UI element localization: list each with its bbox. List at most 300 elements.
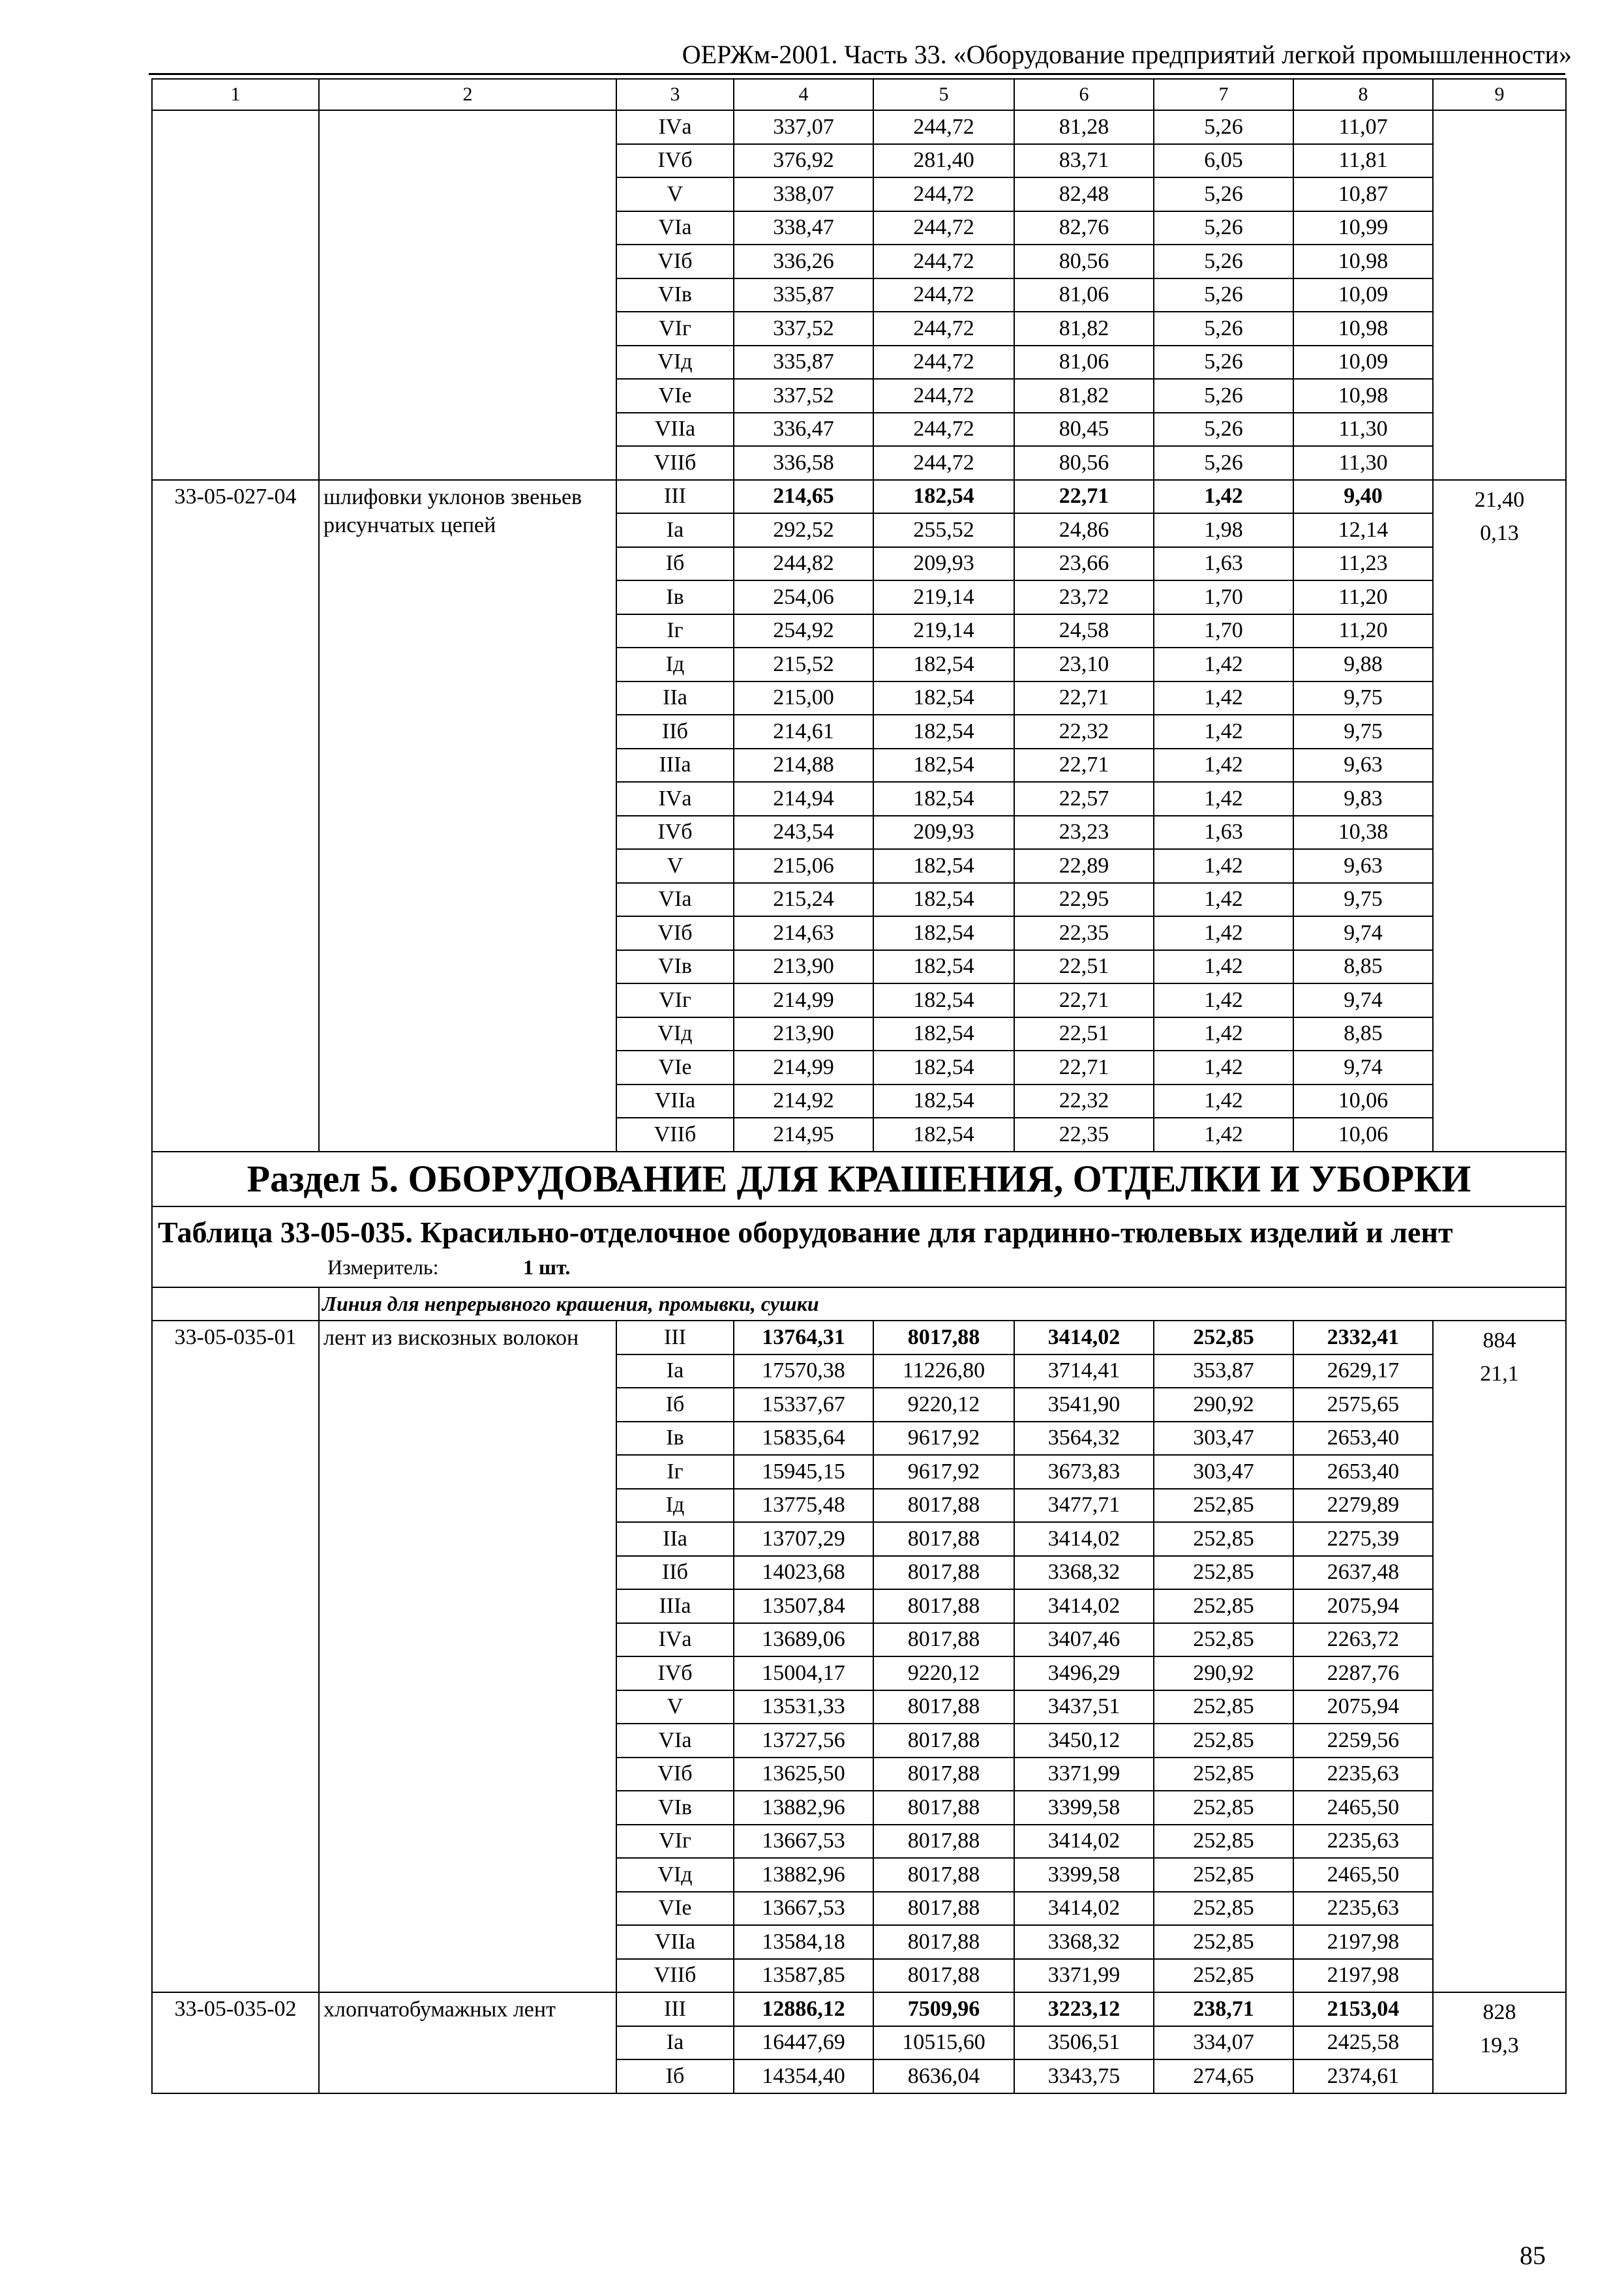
value-cell: 182,54 [873, 849, 1014, 883]
table-row [152, 110, 1566, 144]
region-zone-cell: IIIа [616, 749, 734, 783]
value-cell: 8017,88 [873, 1321, 1014, 1354]
value-cell: 252,85 [1154, 1858, 1293, 1892]
value-cell: 303,47 [1154, 1422, 1293, 1456]
value-cell: 214,95 [734, 1118, 873, 1152]
value-cell: 81,82 [1014, 312, 1154, 346]
table-row [152, 480, 1566, 514]
value-cell: 9,63 [1293, 849, 1433, 883]
value-cell: 80,56 [1014, 446, 1154, 480]
value-cell: 213,90 [734, 950, 873, 984]
table-title: Таблица 33-05-035. Красильно-отделочное оборудование для гардинно-тюлевых изделий и лент [152, 1206, 1566, 1251]
value-cell: 13625,50 [734, 1758, 873, 1791]
value-cell: 13764,31 [734, 1321, 873, 1354]
value-cell: 252,85 [1154, 1489, 1293, 1523]
value-cell: 214,65 [734, 480, 873, 514]
region-zone-cell: Iа [616, 1354, 734, 1388]
value-cell: 13667,53 [734, 1892, 873, 1926]
region-zone-cell: VIе [616, 379, 734, 413]
value-cell: 2374,61 [1293, 2059, 1433, 2093]
value-cell: 254,06 [734, 580, 873, 614]
value-cell: 8017,88 [873, 1892, 1014, 1926]
region-zone-cell: IVб [616, 816, 734, 850]
region-zone-cell: VIIб [616, 446, 734, 480]
column-number-row [152, 79, 1566, 110]
value-cell: 22,89 [1014, 849, 1154, 883]
value-cell: 22,71 [1014, 983, 1154, 1017]
value-cell: 182,54 [873, 1085, 1014, 1118]
table-row [152, 1992, 1566, 2026]
value-cell: 2653,40 [1293, 1422, 1433, 1456]
value-cell: 337,52 [734, 312, 873, 346]
value-cell: 281,40 [873, 144, 1014, 178]
value-cell: 5,26 [1154, 346, 1293, 380]
value-cell: 9617,92 [873, 1455, 1014, 1489]
value-cell: 13507,84 [734, 1589, 873, 1623]
value-cell: 3564,32 [1014, 1422, 1154, 1456]
value-cell: 12886,12 [734, 1992, 873, 2026]
value-cell: 274,65 [1154, 2059, 1293, 2093]
value-cell: 334,07 [1154, 2026, 1293, 2060]
value-cell: 5,26 [1154, 177, 1293, 211]
value-cell: 2235,63 [1293, 1892, 1433, 1926]
col9-cell [1433, 1321, 1566, 1992]
value-cell: 3368,32 [1014, 1556, 1154, 1590]
value-cell: 254,92 [734, 614, 873, 648]
value-cell: 23,66 [1014, 547, 1154, 581]
value-cell: 1,63 [1154, 547, 1293, 581]
value-cell: 215,24 [734, 883, 873, 917]
value-cell: 22,71 [1014, 480, 1154, 514]
column-number: 2 [319, 79, 616, 110]
region-zone-cell: V [616, 1690, 734, 1724]
meter-value: 1 шт. [523, 1255, 571, 1279]
value-cell: 2332,41 [1293, 1321, 1433, 1354]
value-cell: 13727,56 [734, 1724, 873, 1758]
value-cell: 1,42 [1154, 849, 1293, 883]
value-cell: 9,88 [1293, 648, 1433, 681]
value-cell: 3541,90 [1014, 1388, 1154, 1422]
rate-code [152, 110, 319, 480]
value-cell: 10,06 [1293, 1085, 1433, 1118]
value-cell: 9220,12 [873, 1656, 1014, 1690]
value-cell: 1,42 [1154, 983, 1293, 1017]
region-zone-cell: VIг [616, 983, 734, 1017]
value-cell: 8017,88 [873, 1489, 1014, 1523]
value-cell: 244,72 [873, 346, 1014, 380]
region-zone-cell: VIIа [616, 1925, 734, 1959]
value-cell: 23,10 [1014, 648, 1154, 681]
value-cell: 8017,88 [873, 1690, 1014, 1724]
value-cell: 182,54 [873, 1118, 1014, 1152]
rate-code: 33-05-035-01 [152, 1321, 319, 1992]
value-cell: 8017,88 [873, 1791, 1014, 1825]
header-rule [149, 73, 1565, 75]
value-cell: 252,85 [1154, 1724, 1293, 1758]
region-zone-cell: Iа [616, 513, 734, 547]
value-cell: 2575,65 [1293, 1388, 1433, 1422]
region-zone-cell: VIг [616, 1825, 734, 1859]
value-cell: 8017,88 [873, 1589, 1014, 1623]
value-cell: 3343,75 [1014, 2059, 1154, 2093]
value-cell: 15945,15 [734, 1455, 873, 1489]
value-cell: 214,99 [734, 1051, 873, 1085]
value-cell: 10,06 [1293, 1118, 1433, 1152]
value-cell: 252,85 [1154, 1321, 1293, 1354]
value-cell: 3714,41 [1014, 1354, 1154, 1388]
value-cell: 3414,02 [1014, 1825, 1154, 1859]
value-cell: 3399,58 [1014, 1791, 1154, 1825]
value-cell: 182,54 [873, 916, 1014, 950]
col9-cell [1433, 110, 1566, 480]
region-zone-cell: Iг [616, 614, 734, 648]
region-zone-cell: IIа [616, 681, 734, 715]
value-cell: 1,42 [1154, 715, 1293, 749]
column-number: 6 [1014, 79, 1154, 110]
value-cell: 22,51 [1014, 1017, 1154, 1051]
meter [152, 1251, 1566, 1287]
region-zone-cell: IIб [616, 1556, 734, 1590]
value-cell: 22,32 [1014, 715, 1154, 749]
region-zone-cell: IVа [616, 782, 734, 816]
value-cell: 9617,92 [873, 1422, 1014, 1456]
region-zone-cell: VIб [616, 1758, 734, 1791]
region-zone-cell: IIб [616, 715, 734, 749]
value-cell: 252,85 [1154, 1791, 1293, 1825]
value-cell: 13707,29 [734, 1522, 873, 1556]
value-cell: 8017,88 [873, 1858, 1014, 1892]
region-zone-cell: VIа [616, 883, 734, 917]
value-cell: 1,42 [1154, 883, 1293, 917]
value-cell: 10,09 [1293, 346, 1433, 380]
value-cell: 2075,94 [1293, 1690, 1433, 1724]
value-cell: 244,72 [873, 312, 1014, 346]
value-cell: 9,40 [1293, 480, 1433, 514]
value-cell: 8017,88 [873, 1959, 1014, 1993]
region-zone-cell: VIд [616, 346, 734, 380]
subheading-blank [152, 1287, 319, 1321]
region-zone-cell: Iд [616, 1489, 734, 1523]
value-cell: 2075,94 [1293, 1589, 1433, 1623]
value-cell: 1,42 [1154, 1085, 1293, 1118]
value-cell: 22,51 [1014, 950, 1154, 984]
region-zone-cell: VIIб [616, 1959, 734, 1993]
value-cell: 7509,96 [873, 1992, 1014, 2026]
region-zone-cell: V [616, 177, 734, 211]
value-cell: 11,23 [1293, 547, 1433, 581]
value-cell: 23,72 [1014, 580, 1154, 614]
value-cell: 5,26 [1154, 413, 1293, 447]
value-cell: 9,83 [1293, 782, 1433, 816]
region-zone-cell: III [616, 1992, 734, 2026]
value-cell: 8636,04 [873, 2059, 1014, 2093]
value-cell: 252,85 [1154, 1690, 1293, 1724]
region-zone-cell: III [616, 480, 734, 514]
value-cell: 182,54 [873, 950, 1014, 984]
value-cell: 22,32 [1014, 1085, 1154, 1118]
value-cell: 335,87 [734, 278, 873, 312]
value-cell: 244,72 [873, 446, 1014, 480]
value-cell: 244,72 [873, 211, 1014, 245]
value-cell: 1,42 [1154, 916, 1293, 950]
value-cell: 338,47 [734, 211, 873, 245]
value-cell: 5,26 [1154, 379, 1293, 413]
value-cell: 3399,58 [1014, 1858, 1154, 1892]
value-cell: 243,54 [734, 816, 873, 850]
value-cell: 1,42 [1154, 782, 1293, 816]
value-cell: 13775,48 [734, 1489, 873, 1523]
rates-table [151, 78, 1567, 2094]
col9-value: 21,1 [1480, 1362, 1519, 1386]
region-zone-cell: Iа [616, 2026, 734, 2060]
value-cell: 2197,98 [1293, 1959, 1433, 1993]
value-cell: 353,87 [1154, 1354, 1293, 1388]
value-cell: 2287,76 [1293, 1656, 1433, 1690]
value-cell: 17570,38 [734, 1354, 873, 1388]
page-number: 85 [1520, 2241, 1546, 2270]
value-cell: 2637,48 [1293, 1556, 1433, 1590]
value-cell: 3496,29 [1014, 1656, 1154, 1690]
value-cell: 214,61 [734, 715, 873, 749]
value-cell: 22,71 [1014, 749, 1154, 783]
value-cell: 244,72 [873, 110, 1014, 144]
value-cell: 1,42 [1154, 950, 1293, 984]
value-cell: 1,42 [1154, 749, 1293, 783]
value-cell: 292,52 [734, 513, 873, 547]
column-number: 9 [1433, 79, 1566, 110]
region-zone-cell: III [616, 1321, 734, 1354]
value-cell: 22,57 [1014, 782, 1154, 816]
value-cell: 15004,17 [734, 1656, 873, 1690]
value-cell: 3437,51 [1014, 1690, 1154, 1724]
value-cell: 82,76 [1014, 211, 1154, 245]
value-cell: 8,85 [1293, 1017, 1433, 1051]
value-cell: 10,38 [1293, 816, 1433, 850]
value-cell: 9,75 [1293, 883, 1433, 917]
value-cell: 2153,04 [1293, 1992, 1433, 2026]
value-cell: 3371,99 [1014, 1758, 1154, 1791]
value-cell: 5,26 [1154, 446, 1293, 480]
table-title-row [152, 1206, 1566, 1251]
value-cell: 1,70 [1154, 580, 1293, 614]
value-cell: 12,14 [1293, 513, 1433, 547]
value-cell: 244,72 [873, 379, 1014, 413]
region-zone-cell: Iб [616, 2059, 734, 2093]
value-cell: 244,82 [734, 547, 873, 581]
region-zone-cell: VIа [616, 211, 734, 245]
value-cell: 214,92 [734, 1085, 873, 1118]
column-number: 4 [734, 79, 873, 110]
value-cell: 5,26 [1154, 211, 1293, 245]
value-cell: 3223,12 [1014, 1992, 1154, 2026]
value-cell: 14023,68 [734, 1556, 873, 1590]
value-cell: 83,71 [1014, 144, 1154, 178]
value-cell: 5,26 [1154, 245, 1293, 278]
value-cell: 24,58 [1014, 614, 1154, 648]
value-cell: 11,30 [1293, 446, 1433, 480]
column-number: 8 [1293, 79, 1433, 110]
region-zone-cell: VIг [616, 312, 734, 346]
value-cell: 10,87 [1293, 177, 1433, 211]
region-zone-cell: IIа [616, 1522, 734, 1556]
value-cell: 1,63 [1154, 816, 1293, 850]
region-zone-cell: IVб [616, 144, 734, 178]
region-zone-cell: IVа [616, 1623, 734, 1657]
value-cell: 337,52 [734, 379, 873, 413]
value-cell: 15835,64 [734, 1422, 873, 1456]
meter-row [152, 1251, 1566, 1287]
value-cell: 3414,02 [1014, 1589, 1154, 1623]
value-cell: 10515,60 [873, 2026, 1014, 2060]
value-cell: 8017,88 [873, 1623, 1014, 1657]
value-cell: 335,87 [734, 346, 873, 380]
value-cell: 9,75 [1293, 715, 1433, 749]
value-cell: 336,58 [734, 446, 873, 480]
value-cell: 209,93 [873, 547, 1014, 581]
value-cell: 10,98 [1293, 312, 1433, 346]
value-cell: 80,45 [1014, 413, 1154, 447]
value-cell: 214,63 [734, 916, 873, 950]
value-cell: 336,26 [734, 245, 873, 278]
value-cell: 214,88 [734, 749, 873, 783]
value-cell: 214,94 [734, 782, 873, 816]
value-cell: 255,52 [873, 513, 1014, 547]
value-cell: 2197,98 [1293, 1925, 1433, 1959]
value-cell: 8017,88 [873, 1758, 1014, 1791]
section-row [152, 1152, 1566, 1206]
value-cell: 9,74 [1293, 983, 1433, 1017]
value-cell: 11,81 [1293, 144, 1433, 178]
value-cell: 13584,18 [734, 1925, 873, 1959]
value-cell: 8017,88 [873, 1556, 1014, 1590]
value-cell: 15337,67 [734, 1388, 873, 1422]
column-number: 5 [873, 79, 1014, 110]
value-cell: 2653,40 [1293, 1455, 1433, 1489]
value-cell: 1,70 [1154, 614, 1293, 648]
value-cell: 1,98 [1154, 513, 1293, 547]
column-number: 3 [616, 79, 734, 110]
region-zone-cell: VIд [616, 1017, 734, 1051]
value-cell: 182,54 [873, 681, 1014, 715]
region-zone-cell: VIе [616, 1051, 734, 1085]
value-cell: 81,06 [1014, 346, 1154, 380]
region-zone-cell: Iд [616, 648, 734, 681]
rate-code: 33-05-035-02 [152, 1992, 319, 2093]
value-cell: 23,23 [1014, 816, 1154, 850]
value-cell: 219,14 [873, 580, 1014, 614]
value-cell: 182,54 [873, 782, 1014, 816]
region-zone-cell: VIв [616, 278, 734, 312]
rate-description: лент из вискозных волокон [319, 1321, 616, 1992]
value-cell: 81,28 [1014, 110, 1154, 144]
value-cell: 22,95 [1014, 883, 1154, 917]
value-cell: 2259,56 [1293, 1724, 1433, 1758]
col9-value: 21,40 [1474, 487, 1525, 512]
value-cell: 8,85 [1293, 950, 1433, 984]
value-cell: 182,54 [873, 983, 1014, 1017]
value-cell: 3450,12 [1014, 1724, 1154, 1758]
value-cell: 336,47 [734, 413, 873, 447]
value-cell: 252,85 [1154, 1959, 1293, 1993]
value-cell: 22,71 [1014, 681, 1154, 715]
value-cell: 1,42 [1154, 1118, 1293, 1152]
value-cell: 3407,46 [1014, 1623, 1154, 1657]
col9-value: 884 [1482, 1328, 1516, 1353]
value-cell: 3673,83 [1014, 1455, 1154, 1489]
value-cell: 2425,58 [1293, 2026, 1433, 2060]
value-cell: 244,72 [873, 177, 1014, 211]
region-zone-cell: VIIа [616, 1085, 734, 1118]
value-cell: 252,85 [1154, 1522, 1293, 1556]
value-cell: 376,92 [734, 144, 873, 178]
subheading-row [152, 1287, 1566, 1321]
value-cell: 10,98 [1293, 379, 1433, 413]
value-cell: 182,54 [873, 480, 1014, 514]
value-cell: 8017,88 [873, 1724, 1014, 1758]
value-cell: 2465,50 [1293, 1791, 1433, 1825]
region-zone-cell: Iг [616, 1455, 734, 1489]
value-cell: 11,20 [1293, 580, 1433, 614]
value-cell: 22,35 [1014, 1118, 1154, 1152]
value-cell: 81,82 [1014, 379, 1154, 413]
rate-description: хлопчатобумажных лент [319, 1992, 616, 2093]
region-zone-cell: VIIб [616, 1118, 734, 1152]
value-cell: 13667,53 [734, 1825, 873, 1859]
value-cell: 252,85 [1154, 1758, 1293, 1791]
value-cell: 3414,02 [1014, 1522, 1154, 1556]
value-cell: 3368,32 [1014, 1925, 1154, 1959]
col9-value: 19,3 [1480, 2033, 1519, 2057]
value-cell: 182,54 [873, 648, 1014, 681]
table-body [152, 79, 1566, 2093]
value-cell: 252,85 [1154, 1825, 1293, 1859]
value-cell: 290,92 [1154, 1388, 1293, 1422]
value-cell: 215,00 [734, 681, 873, 715]
value-cell: 215,06 [734, 849, 873, 883]
value-cell: 2235,63 [1293, 1825, 1433, 1859]
value-cell: 80,56 [1014, 245, 1154, 278]
value-cell: 81,06 [1014, 278, 1154, 312]
value-cell: 8017,88 [873, 1925, 1014, 1959]
value-cell: 213,90 [734, 1017, 873, 1051]
value-cell: 290,92 [1154, 1656, 1293, 1690]
value-cell: 244,72 [873, 278, 1014, 312]
region-zone-cell: Iб [616, 1388, 734, 1422]
value-cell: 1,42 [1154, 1017, 1293, 1051]
value-cell: 252,85 [1154, 1589, 1293, 1623]
col9-cell [1433, 480, 1566, 1152]
value-cell: 3477,71 [1014, 1489, 1154, 1523]
value-cell: 11,07 [1293, 110, 1433, 144]
value-cell: 8017,88 [873, 1825, 1014, 1859]
value-cell: 182,54 [873, 883, 1014, 917]
col9-value: 0,13 [1480, 520, 1519, 545]
value-cell: 2279,89 [1293, 1489, 1433, 1523]
value-cell: 1,42 [1154, 480, 1293, 514]
value-cell: 182,54 [873, 1017, 1014, 1051]
column-number: 1 [152, 79, 319, 110]
value-cell: 13882,96 [734, 1858, 873, 1892]
value-cell: 10,09 [1293, 278, 1433, 312]
value-cell: 24,86 [1014, 513, 1154, 547]
value-cell: 219,14 [873, 614, 1014, 648]
table-row [152, 1321, 1566, 1354]
value-cell: 3414,02 [1014, 1321, 1154, 1354]
region-zone-cell: Iв [616, 580, 734, 614]
value-cell: 209,93 [873, 816, 1014, 850]
value-cell: 9,74 [1293, 1051, 1433, 1085]
value-cell: 10,99 [1293, 211, 1433, 245]
